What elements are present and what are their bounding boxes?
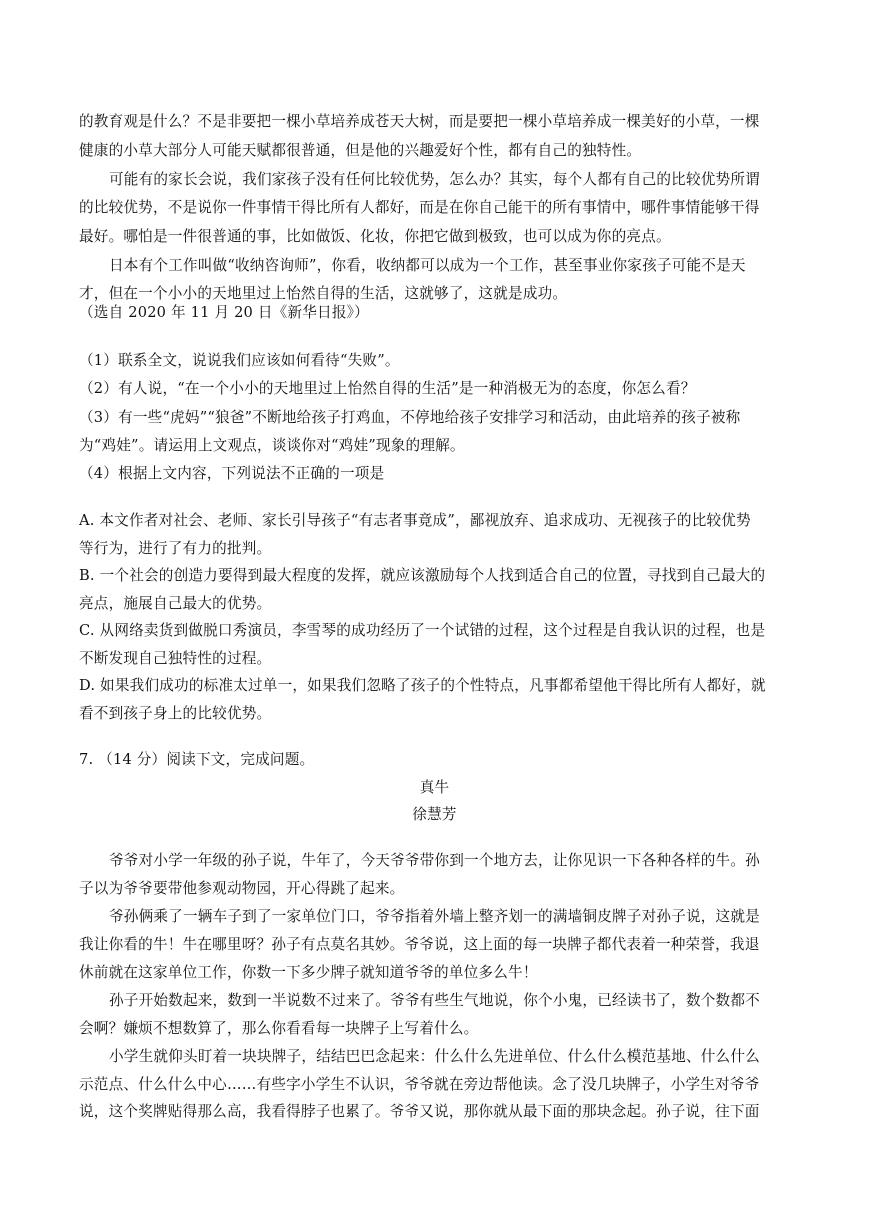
section-7-heading: 7. （14 分）阅读下文，完成问题。 <box>79 751 315 768</box>
article-line: 子以为爷爷要带他参观动物园，开心得跳了起来。 <box>79 880 405 897</box>
question-2: （2）有人说，“在一个小小的天地里过上怡然自得的生活”是一种消极无为的态度，你怎么看？ <box>79 380 696 397</box>
question-3: （3）有一些“虎妈”“狼爸”不断地给孩子打鸡血，不停地给孩子安排学习和活动，由此培养的孩子被称 <box>79 409 741 426</box>
option-b: B. 一个社会的创造力要得到最大程度的发挥，就应该激励每个人找到适合自己的位置，寻找到自己最大的 <box>79 567 766 584</box>
article-line: 爷孙俩乘了一辆车子到了一家单位门口，爷爷指着外墙上整齐划一的满墙铜皮牌子对孙子说，这就是 <box>109 908 760 925</box>
passage-line: 的教育观是什么？不是非要把一棵小草培养成苍天大树，而是要把一棵小草培养成一棵美好的小草，一棵 <box>79 113 760 130</box>
article-line: 小学生就仰头盯着一块块牌子，结结巴巴念起来：什么什么先进单位、什么什么模范基地、什么什么 <box>109 1048 760 1065</box>
option-d-continued: 看不到孩子身上的比较优势。 <box>79 705 272 722</box>
option-d: D. 如果我们成功的标准太过单一，如果我们忽略了孩子的个性特点，凡事都希望他干得比所有人都好，就 <box>79 677 766 694</box>
question-1: （1）联系全文，说说我们应该如何看待“失败”。 <box>79 352 400 369</box>
question-4: （4）根据上文内容，下列说法不正确的一项是 <box>79 465 385 482</box>
article-line: 我让你看的牛！牛在哪里呀？孙子有点莫名其妙。爷爷说，这上面的每一块牌子都代表着一种荣誉，我退 <box>79 936 760 953</box>
passage-line: 才，但在一个小小的天地里过上怡然自得的生活，这就够了，这就是成功。 <box>79 285 568 302</box>
question-3-continued: 为“鸡娃”。请运用上文观点，谈谈你对“鸡娃”现象的理解。 <box>79 437 465 454</box>
article-title: 真牛 <box>419 779 450 796</box>
option-a: A. 本文作者对社会、老师、家长引导孩子“有志者事竟成”，鄙视放弃、追求成功、无视孩子的比较优势 <box>79 512 751 529</box>
article-line: 爷爷对小学一年级的孙子说，牛年了，今天爷爷带你到一个地方去，让你见识一下各种各样的牛。孙 <box>109 852 760 869</box>
option-c: C. 从网络卖货到做脱口秀演员，李雪琴的成功经历了一个试错的过程，这个过程是自我认识的过程，也是 <box>79 622 766 639</box>
article-line: 孙子开始数起来，数到一半说数不过来了。爷爷有些生气地说，你个小鬼，已经读书了，数个数都不 <box>109 992 760 1009</box>
option-c-continued: 不断发现自己独特性的过程。 <box>79 650 272 667</box>
passage-line: 日本有个工作叫做“收纳咨询师”，你看，收纳都可以成为一个工作，甚至事业你家孩子可能不是天 <box>109 257 746 274</box>
option-b-continued: 亮点，施展自己最大的优势。 <box>79 595 272 612</box>
article-author: 徐慧芳 <box>412 806 457 823</box>
passage-line: 的比较优势，不是说你一件事情干得比所有人都好，而是在你自己能干的所有事情中，哪件事情能够干得 <box>79 199 760 216</box>
article-line: 休前就在这家单位工作，你数一下多少牌子就知道爷爷的单位多么牛！ <box>79 964 538 981</box>
passage-line: 健康的小草大部分人可能天赋都很普通，但是他的兴趣爱好个性，都有自己的独特性。 <box>79 142 642 159</box>
source-citation: （选自 2020 年 11 月 20 日《新华日报》） <box>79 304 369 321</box>
passage-line: 最好。哪怕是一件很普通的事，比如做饭、化妆，你把它做到极致，也可以成为你的亮点。 <box>79 228 671 245</box>
option-a-continued: 等行为，进行了有力的批判。 <box>79 540 272 557</box>
article-line: 示范点、什么什么中心……有些字小学生不认识，爷爷就在旁边帮他读。念了没几块牌子，小学生对爷爷 <box>79 1076 760 1093</box>
article-line: 说，这个奖牌贴得那么高，我看得脖子也累了。爷爷又说，那你就从最下面的那块念起。孙子说，往下面 <box>79 1103 760 1120</box>
passage-line: 可能有的家长会说，我们家孩子没有任何比较优势，怎么办？其实，每个人都有自己的比较优势所谓 <box>109 171 760 188</box>
article-line: 会啊？嫌烦不想数算了，那么你看看每一块牌子上写着什么。 <box>79 1020 479 1037</box>
